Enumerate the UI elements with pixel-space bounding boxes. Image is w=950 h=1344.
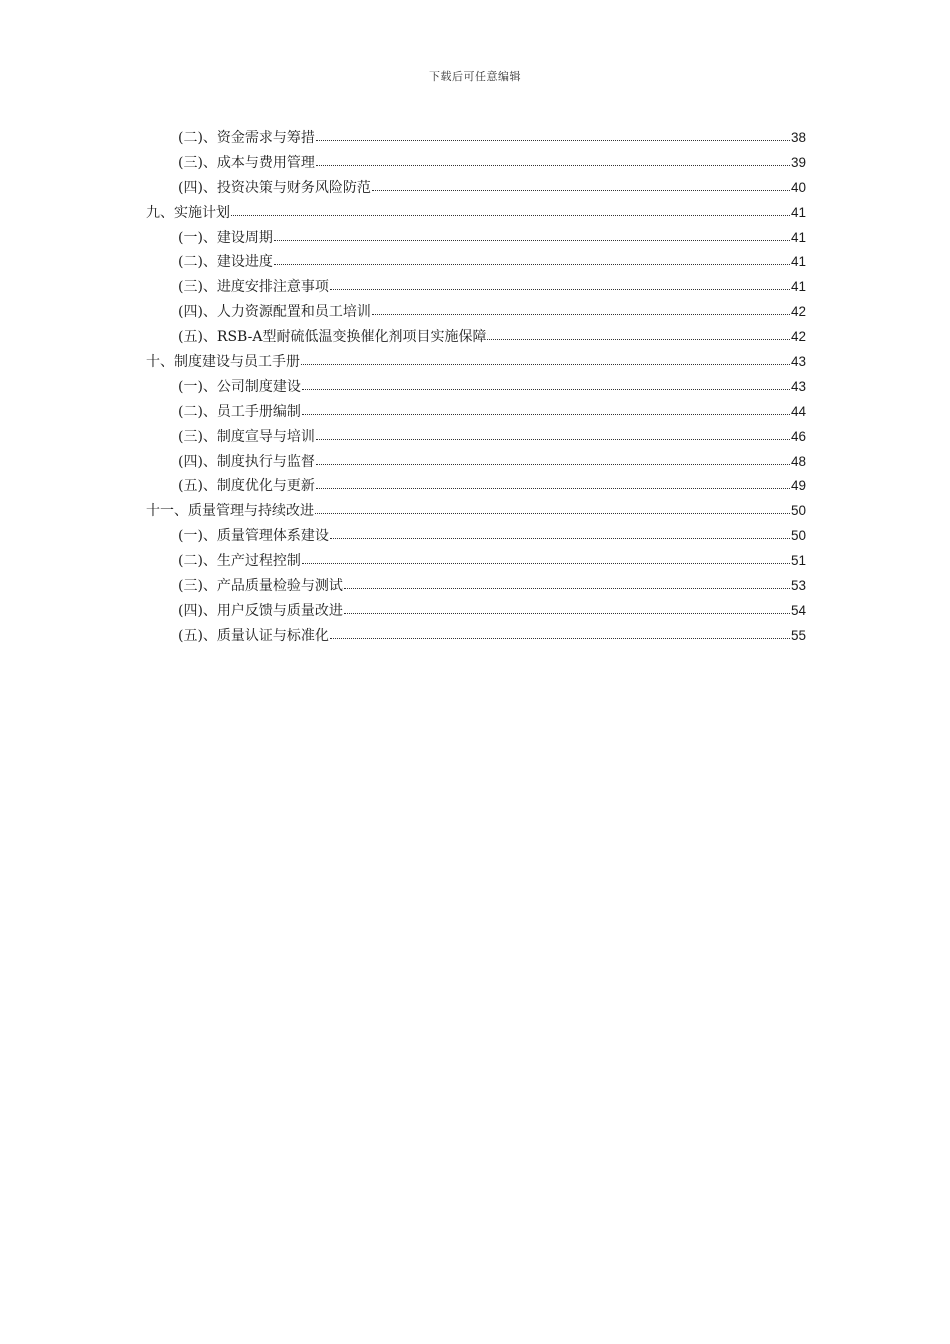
toc-leader-dots [302,377,790,391]
toc-entry-page: 38 [790,130,806,145]
toc-entry-title: (一)、公司制度建设 [178,378,301,395]
toc-entry[interactable] [146,226,806,251]
toc-entry[interactable] [146,400,806,425]
toc-leader-dots [302,551,790,565]
toc-chapter[interactable] [146,499,806,524]
toc-leader-dots [330,277,790,291]
toc-entry-page: 54 [790,602,806,618]
toc-leader-dots [330,526,790,540]
toc-entry-page: 41 [790,229,806,245]
toc-entry[interactable] [146,425,806,450]
toc-entry[interactable] [146,375,806,400]
toc-entry-title: (五)、RSB-A型耐硫低温变换催化剂项目实施保障 [178,329,487,346]
toc-leader-dots [302,402,790,416]
table-of-contents [146,126,806,649]
toc-entry[interactable] [146,151,806,176]
toc-entry[interactable] [146,574,806,599]
toc-entry-title: (二)、生产过程控制 [178,553,301,570]
toc-entry[interactable] [146,126,806,151]
toc-entry-page: 53 [790,578,806,594]
toc-entry-title: (二)、员工手册编制 [178,403,301,420]
toc-entry-page: 41 [790,279,806,295]
toc-entry-page: 50 [790,528,806,544]
toc-entry-page: 42 [790,329,806,345]
toc-entry-title: (五)、制度优化与更新 [178,478,315,495]
toc-entry-title: (三)、产品质量检验与测试 [178,578,343,595]
toc-entry-title: (四)、人力资源配置和员工培训 [178,304,371,321]
toc-entry[interactable] [146,176,806,201]
toc-entry-page: 44 [790,403,806,419]
toc-entry-title: (一)、建设周期 [178,229,273,246]
toc-entry[interactable] [146,325,806,350]
toc-entry-page: 55 [790,627,806,643]
toc-chapter-page: 41 [790,204,806,220]
toc-entry-title: (三)、成本与费用管理 [178,154,315,171]
toc-leader-dots [344,601,790,615]
toc-entry-title: (四)、用户反馈与质量改进 [178,602,343,619]
toc-entry-title: (三)、制度宣导与培训 [178,428,315,445]
page-header: 下载后可任意编辑 [429,70,521,83]
toc-entry-page: 49 [790,478,806,494]
toc-leader-dots [372,302,790,316]
toc-entry[interactable] [146,474,806,499]
toc-entry-page: 40 [790,179,806,195]
toc-chapter[interactable] [146,350,806,375]
toc-chapter-title: 十、制度建设与员工手册 [146,354,300,371]
toc-leader-dots [301,352,790,366]
toc-entry-page: 51 [790,553,806,569]
toc-entry-page: 48 [790,453,806,469]
toc-chapter-page: 50 [790,503,806,519]
toc-leader-dots [274,252,790,266]
toc-leader-dots [316,153,790,167]
toc-leader-dots [231,203,790,217]
toc-entry[interactable] [146,524,806,549]
toc-entry-title: (一)、质量管理体系建设 [178,528,329,545]
toc-entry-title: (五)、质量认证与标准化 [178,627,329,644]
toc-entry[interactable] [146,599,806,624]
toc-entry[interactable] [146,250,806,275]
toc-entry-page: 39 [790,154,806,170]
toc-entry-page: 41 [790,254,806,270]
toc-leader-dots [315,501,790,515]
toc-leader-dots [344,576,790,590]
toc-entry[interactable] [146,275,806,300]
toc-leader-dots [316,476,790,490]
toc-entry[interactable] [146,300,806,325]
toc-leader-dots [316,452,790,466]
toc-leader-dots [372,178,790,192]
toc-entry-page: 42 [790,304,806,320]
toc-leader-dots [316,128,790,142]
toc-entry-page: 43 [790,378,806,394]
toc-entry-page: 46 [790,428,806,444]
toc-leader-dots [274,228,790,242]
toc-chapter-title: 十一、质量管理与持续改进 [146,503,314,520]
toc-leader-dots [487,327,790,341]
toc-entry-title: (二)、资金需求与筹措 [178,130,315,146]
toc-chapter-title: 九、实施计划 [146,204,230,221]
toc-entry[interactable] [146,549,806,574]
toc-entry-title: (四)、制度执行与监督 [178,453,315,470]
toc-entry-title: (四)、投资决策与财务风险防范 [178,179,371,196]
toc-chapter-page: 43 [790,354,806,370]
toc-chapter[interactable] [146,201,806,226]
toc-leader-dots [330,626,790,640]
toc-entry-title: (三)、进度安排注意事项 [178,279,329,296]
toc-entry[interactable] [146,624,806,649]
toc-entry-title: (二)、建设进度 [178,254,273,271]
toc-entry[interactable] [146,450,806,475]
toc-leader-dots [316,427,790,441]
